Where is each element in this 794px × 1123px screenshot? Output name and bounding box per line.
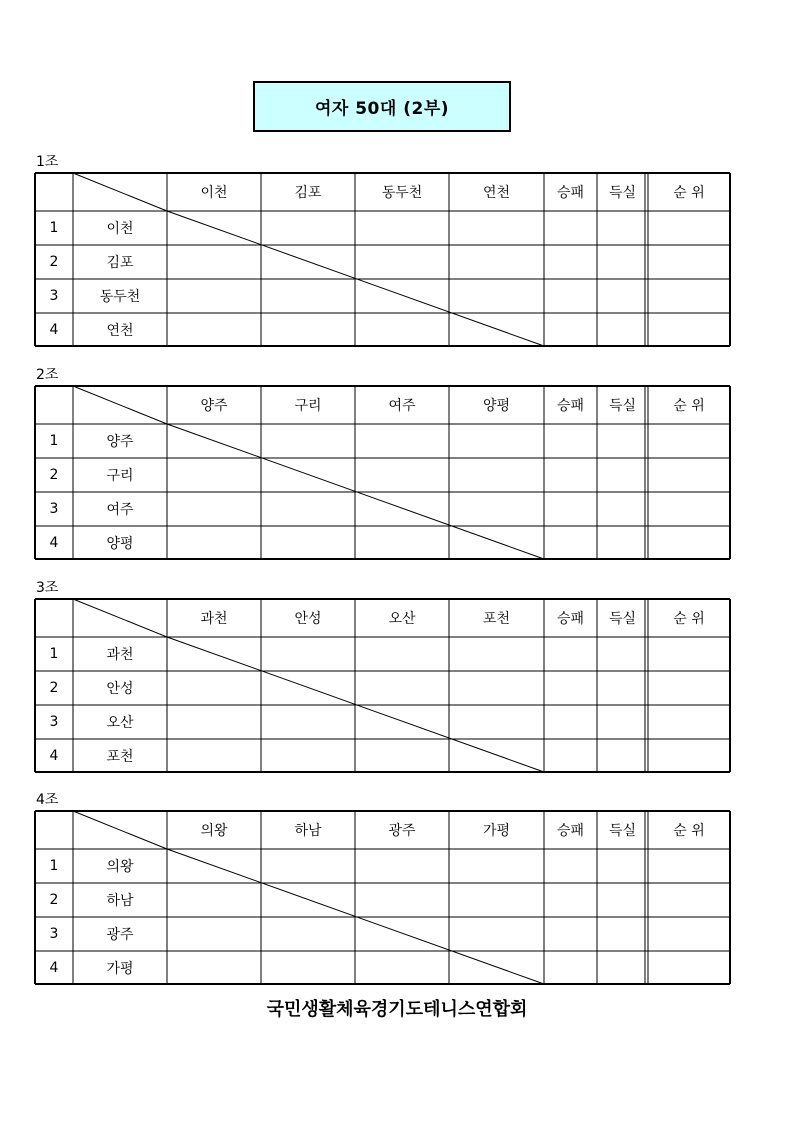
- self-match-diagonal: [167, 637, 544, 772]
- organization-footer: 국민생활체육경기도테니스연합회: [266, 999, 528, 1020]
- column-header-team: 하남: [294, 823, 322, 839]
- column-header-team: 포천: [482, 611, 511, 627]
- row-team-name: 의왕: [106, 859, 134, 875]
- row-team-name: 안성: [106, 681, 134, 697]
- column-header-extra: 득실: [608, 398, 637, 414]
- column-header-team: 광주: [388, 823, 416, 839]
- column-header-extra: 승패: [556, 611, 585, 627]
- group-label: 3조: [36, 580, 59, 596]
- column-header-extra: 승패: [556, 823, 585, 839]
- column-header-extra: 순 위: [673, 611, 705, 627]
- row-number: 3: [49, 288, 59, 304]
- column-header-extra: 순 위: [673, 185, 705, 201]
- row-number: 4: [49, 534, 59, 551]
- row-team-name: 동두천: [99, 289, 141, 305]
- column-header-extra: 순 위: [673, 823, 705, 839]
- self-match-diagonal: [167, 424, 544, 559]
- row-number: 2: [49, 680, 59, 696]
- row-team-name: 하남: [106, 893, 134, 909]
- row-team-name: 양주: [106, 434, 134, 450]
- row-number: 4: [49, 959, 59, 976]
- column-header-team: 과천: [200, 611, 228, 627]
- group-label: 2조: [36, 367, 59, 383]
- row-number: 2: [49, 254, 59, 270]
- column-header-team: 가평: [482, 823, 511, 839]
- row-number: 1: [49, 646, 59, 662]
- row-team-name: 여주: [106, 502, 134, 518]
- row-team-name: 오산: [106, 715, 134, 731]
- corner-diagonal: [73, 386, 167, 424]
- corner-diagonal: [73, 811, 167, 849]
- row-number: 4: [49, 321, 59, 338]
- row-number: 3: [49, 926, 59, 942]
- row-number: 1: [49, 220, 59, 236]
- column-header-extra: 득실: [608, 823, 637, 839]
- page-title: 여자 50대 (2부): [253, 81, 511, 132]
- row-team-name: 구리: [106, 468, 134, 484]
- column-header-extra: 득실: [608, 185, 637, 201]
- column-header-team: 오산: [388, 611, 416, 627]
- column-header-team: 연천: [482, 185, 511, 201]
- row-number: 3: [49, 714, 59, 730]
- self-match-diagonal: [167, 849, 544, 984]
- column-header-extra: 승패: [556, 398, 585, 414]
- row-number: 3: [49, 501, 59, 517]
- row-team-name: 과천: [106, 647, 134, 663]
- row-team-name: 김포: [106, 255, 134, 271]
- row-team-name: 이천: [106, 221, 134, 237]
- column-header-extra: 승패: [556, 185, 585, 201]
- self-match-diagonal: [167, 211, 544, 346]
- column-header-team: 의왕: [200, 823, 228, 839]
- column-header-team: 안성: [294, 611, 322, 627]
- group-label: 4조: [36, 792, 59, 808]
- group-label: 1조: [36, 154, 59, 170]
- row-team-name: 연천: [106, 322, 134, 339]
- row-team-name: 포천: [106, 748, 134, 765]
- row-number: 2: [49, 467, 59, 483]
- row-team-name: 광주: [106, 927, 134, 943]
- corner-diagonal: [73, 599, 167, 637]
- row-team-name: 가평: [106, 960, 134, 977]
- corner-diagonal: [73, 173, 167, 211]
- row-number: 2: [49, 892, 59, 908]
- column-header-team: 이천: [200, 185, 228, 201]
- column-header-extra: 득실: [608, 611, 637, 627]
- column-header-team: 김포: [294, 185, 322, 201]
- column-header-team: 양주: [200, 398, 228, 414]
- column-header-team: 동두천: [381, 185, 423, 201]
- column-header-team: 구리: [294, 398, 322, 414]
- row-number: 4: [49, 747, 59, 764]
- row-number: 1: [49, 433, 59, 449]
- column-header-extra: 순 위: [673, 398, 705, 414]
- row-number: 1: [49, 858, 59, 874]
- column-header-team: 여주: [388, 398, 416, 414]
- column-header-team: 양평: [482, 398, 511, 414]
- row-team-name: 양평: [106, 535, 134, 552]
